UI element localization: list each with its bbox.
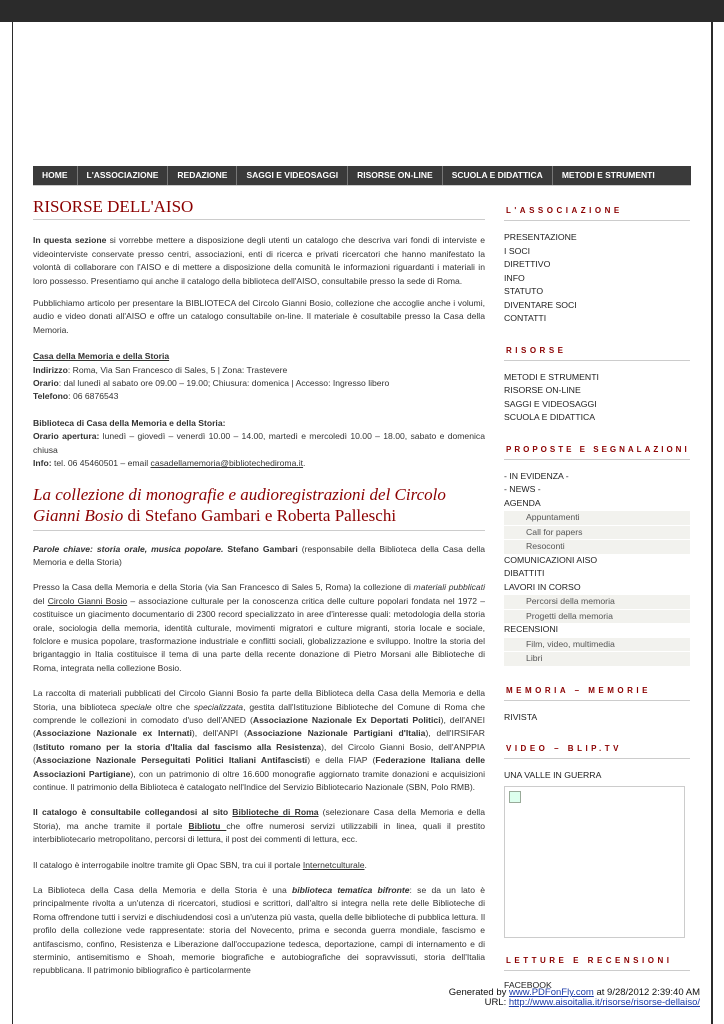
keywords-paragraph: Parole chiave: storia orale, musica popolare. Stefano Gambari (responsabile della Biblioteca della Casa della Memoria e della Storia) — [33, 543, 486, 567]
proposte-item[interactable]: Appuntamenti — [504, 510, 690, 525]
catalogo-paragraph: Il catalogo è consultabile collegandosi al sito Biblioteche di Roma (selezionare Casa della Memoria e della Storia), ma anche tramite il portale Bibliotu che offre numerosi servizi utilizzabili in linea, quali il prestito interbibliotecario metropolitano, percorsi di lettura, il post dei commenti di lettura, ecc. — [33, 807, 485, 845]
proposte-item[interactable]: Film, video, multimedia — [504, 637, 690, 652]
risorse-item[interactable]: SAGGI E VIDEOSAGGI — [504, 398, 597, 409]
pdfonfly-link[interactable]: www.PDFonFly.com — [509, 987, 594, 998]
top-bar — [0, 0, 724, 22]
source-url-link[interactable]: http://www.aisoitalia.it/risorse/risorse-dellaiso/ — [508, 997, 700, 1008]
proposte-item[interactable]: - NEWS - — [504, 484, 541, 494]
proposte-item[interactable]: RECENSIONI — [504, 624, 559, 634]
video-caption: UNA VALLE IN GUERRA — [504, 770, 602, 780]
broken-image-icon — [509, 791, 521, 803]
main-content — [33, 197, 486, 987]
letture-item[interactable]: FACEBOOK — [504, 980, 552, 990]
main-nav — [33, 166, 691, 186]
proposte-item[interactable]: Libri — [504, 651, 690, 666]
nav-risorse[interactable]: RISORSE ON-LINE — [348, 166, 443, 185]
sidebar-heading-letture: LETTURE E RECENSIONI — [504, 950, 690, 971]
proposte-item[interactable]: AGENDA — [504, 497, 541, 508]
proposte-item[interactable]: - IN EVIDENZA - — [504, 470, 569, 481]
bibliotu-link[interactable]: Bibliotu — [188, 820, 227, 831]
circolo-link[interactable]: Circolo Gianni Bosio — [47, 595, 128, 606]
proposte-item[interactable]: DIBATTITI — [504, 568, 545, 578]
memoria-list — [504, 711, 690, 725]
associazione-item[interactable]: I SOCI — [504, 245, 531, 256]
internetculturale-link[interactable]: Internetculturale — [302, 859, 365, 870]
proposte-item[interactable]: COMUNICAZIONI AISO — [504, 554, 598, 565]
proposte-item[interactable]: LAVORI IN CORSO — [504, 581, 581, 592]
article-title: La collezione di monografie e audioregistrazioni del Circolo Gianni Bosio di Stefano Gambari e Roberta Palleschi — [33, 484, 485, 531]
associazione-list — [504, 231, 690, 326]
associazione-item[interactable]: INFO — [504, 272, 525, 283]
sidebar-heading-video: VIDEO – BLIP.TV — [504, 738, 690, 759]
opac-paragraph: Il catalogo è interrogabile inoltre tramite gli Opac SBN, tra cui il portale Internetculturale. — [33, 859, 367, 870]
email-link[interactable]: casadellamemoria@bibliotechediroma.it — [150, 458, 304, 469]
biblioteca-info: Biblioteca di Casa della Memoria e della Storia: Orario apertura: lunedì – giovedì – venerdì 10.00 – 14.00, martedì e mercoledì 10.00 – 18.00, sabato e domenica chiusa Info: tel. 06 45460501 – email casadellamemoria@bibliotechediroma.it. — [33, 417, 485, 469]
page-border-right — [711, 22, 713, 1024]
proposte-item[interactable]: Progetti della memoria — [504, 609, 690, 624]
nav-redazione[interactable]: REDAZIONE — [168, 166, 237, 185]
video-player[interactable] — [504, 786, 685, 938]
raccolta-paragraph: La raccolta di materiali pubblicati del Circolo Gianni Bosio fa parte della Biblioteca della Casa della Memoria e della Storia, una biblioteca speciale oltre che specializzata, gestita dall'Istituzione Biblioteche del Comune di Roma che comprende le collezioni in comodato d'uso dell'ANED (Associazione Nazionale Ex Deportati Politici), dell'ANEI (Associazione Nazionale ex Internati), dell'ANPI (Associazione Nazionale Partigiani d'Italia), dell'IRSIFAR (Istituto romano per la storia d'Italia dal fascismo alla Resistenza), del Circolo Gianni Bosio, dell'ANPPIA (Associazione Nazionale Perseguitati Politici Italiani Antifascisti) e della FIAP (Federazione Italiana delle Associazioni Partigiane), con un patrimonio di oltre 16.600 monografie aggiornato tramite donazioni e acquisizioni continue. Il patrimonio della Biblioteca è catalogato nell'Indice del Servizio Bibliotecario Nazionale (SBN, Polo RMB). — [33, 688, 485, 792]
sidebar — [504, 200, 690, 993]
nav-saggi[interactable]: SAGGI E VIDEOSAGGI — [237, 166, 348, 185]
casa-info: Casa della Memoria e della Storia Indirizzo: Roma, Via San Francesco di Sales, 5 | Zona: Trastevere Orario: dal lunedì al sabato ore 09.00 – 19.00; Chiusura: domenica | Accesso: Ingresso libero Telefono: 06 6876543 — [33, 351, 390, 402]
risorse-list — [504, 371, 690, 425]
proposte-item[interactable]: Call for papers — [504, 525, 690, 540]
sidebar-heading-memoria: MEMORIA – MEMORIE — [504, 680, 690, 701]
sidebar-heading-proposte: PROPOSTE E SEGNALAZIONI — [504, 439, 690, 460]
risorse-item[interactable]: METODI E STRUMENTI — [504, 371, 599, 382]
page-border-left — [12, 22, 13, 1024]
biblioteca-paragraph: Pubblichiamo articolo per presentare la BIBLIOTECA del Circolo Gianni Bosio, collezione che accoglie anche i volumi, audio e video donati all'AISO e offre un catalogo consultabile on-line. Il materiale è cosultabile presso la Casa della Memoria. — [33, 298, 485, 335]
bifronte-paragraph: La Biblioteca della Casa della Memoria e della Storia è una biblioteca tematica bifronte: se da un lato è principalmente rivolta a un'utenza di ricercatori, studiosi e scrittori, dall'altro si integra nella rete delle Biblioteche di Roma offrendone tutti i servizi e dischiudendosi così a un'utenza più vasta, quella delle biblioteche di pubblica lettura. Il profilo della collezione vede rappresentate: storia del Novecento, prima e seconda guerra mondiale, fascismo e antifascismo, confino, Resistenza e Liberazione dall'occupazione tedesca, deportazione, campi di internamento e di sterminio, antisemitismo e Shoah, memorie biografiche e autobiografiche dei sopravvissuti, storia dell'Italia repubblicana. Il patrimonio bibliografico è particolarmente — [33, 885, 486, 976]
associazione-item[interactable]: PRESENTAZIONE — [504, 232, 577, 242]
associazione-item[interactable]: DIRETTIVO — [504, 259, 551, 269]
associazione-item[interactable]: CONTATTI — [504, 313, 547, 323]
intro-paragraph: In questa sezione si vorrebbe mettere a disposizione degli utenti un catalogo che descriva vari fondi di interviste e videointerviste conservate presso centri, associazioni, enti di ricerca e privati ricercatori che hanno manifestato la volontà di collaborare con l'AISO e di mettere a disposizione della comunità le informazioni riguardanti i materiali in loro possesso. Presentiamo qui anche il catalogo della biblioteca dell'AISO, consultabile presso la sede di Roma. — [33, 235, 485, 286]
sidebar-heading-risorse: RISORSE — [504, 340, 690, 361]
proposte-list — [504, 470, 690, 666]
associazione-item[interactable]: STATUTO — [504, 286, 544, 296]
nav-associazione[interactable]: L'ASSOCIAZIONE — [78, 166, 169, 185]
biblioteche-roma-link[interactable]: Biblioteche di Roma — [232, 807, 319, 818]
memoria-item[interactable]: RIVISTA — [504, 711, 538, 722]
presso-paragraph: Presso la Casa della Memoria e della Storia (via San Francesco di Sales 5, Roma) la collezione di materiali pubblicati del Circolo Gianni Bosio – associazione culturale per la conoscenza critica delle culture popolari fondata nel 1972 – costituisce un giacimento documentario di 2300 record specializzato in aree d'interesse quali: metodologia della storia orale, sociologia della memoria, identità culturale, movimenti migratori e culture migranti, storia locale e sociale, folclore e musica popolare, trasformazione industriale e conflitti sociali, globalizzazione e sviluppo. Inoltre la storia del brigantaggio in Italia costituisce il tema di una parte della recente donazione di Pietro Morsani alle Biblioteche di Roma, integrata nella collezione Bosio. — [33, 582, 486, 673]
proposte-item[interactable]: Percorsi della memoria — [504, 594, 690, 609]
pdf-footer: Generated by www.PDFonFly.com at 9/28/2012 2:39:40 AM URL: http://www.aisoitalia.it/risorse/risorse-dellaiso/ — [448, 987, 700, 1008]
page-title: RISORSE DELL'AISO — [33, 200, 485, 220]
sidebar-heading-associazione: L'ASSOCIAZIONE — [504, 200, 690, 221]
proposte-item[interactable]: Resoconti — [504, 539, 690, 554]
risorse-item[interactable]: SCUOLA E DIDATTICA — [504, 412, 596, 422]
nav-scuola[interactable]: SCUOLA E DIDATTICA — [443, 166, 553, 185]
nav-home[interactable]: HOME — [33, 166, 78, 185]
associazione-item[interactable]: DIVENTARE SOCI — [504, 299, 577, 310]
risorse-item[interactable]: RISORSE ON-LINE — [504, 385, 581, 395]
nav-metodi[interactable]: METODI E STRUMENTI — [561, 170, 655, 180]
